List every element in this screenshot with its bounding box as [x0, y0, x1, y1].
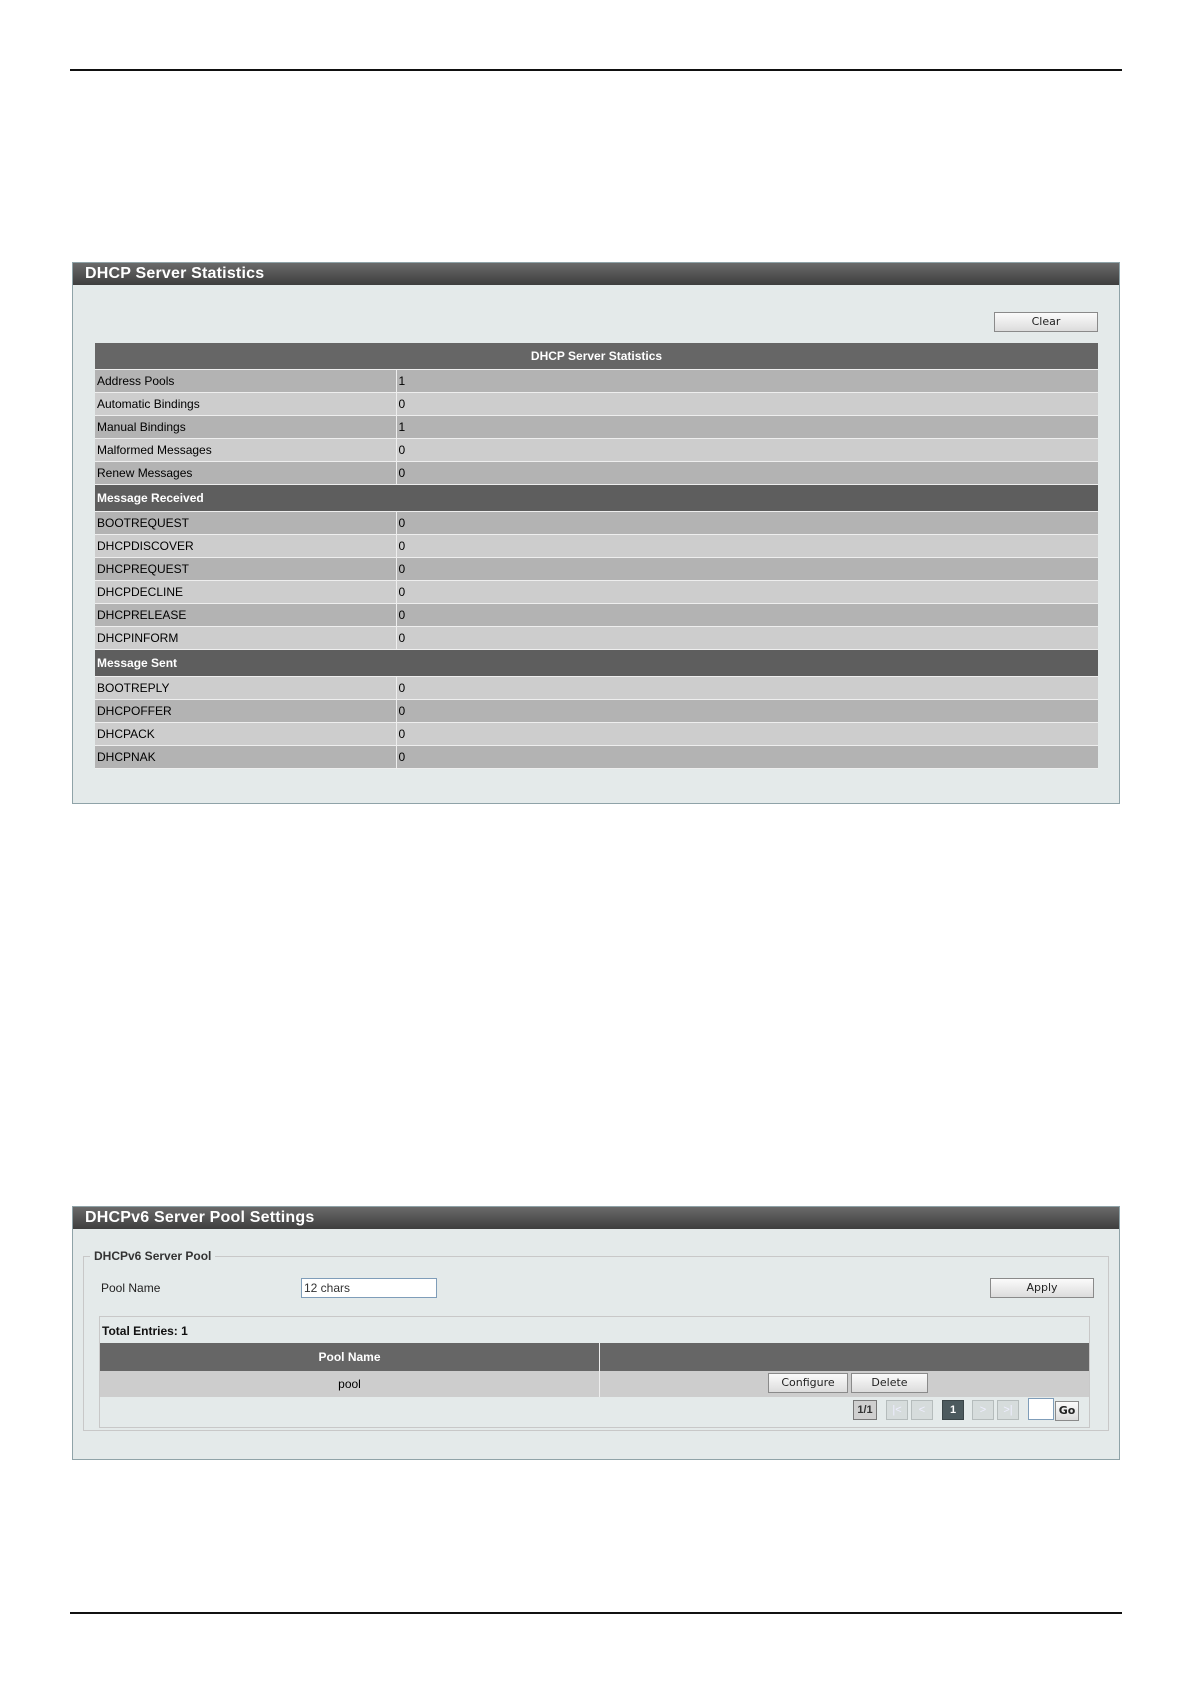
table-row: DHCPDECLINE 0	[95, 580, 1098, 603]
pool-name-input[interactable]: 12 chars	[301, 1278, 437, 1298]
column-pool-name: Pool Name	[100, 1343, 600, 1371]
dhcp-server-statistics-panel	[72, 262, 1120, 804]
table-header: DHCP Server Statistics	[95, 343, 1098, 369]
total-entries: Total Entries: 1	[102, 1324, 188, 1338]
top-rule	[70, 69, 1122, 71]
table-row	[100, 1371, 1089, 1397]
go-page-input[interactable]	[1028, 1398, 1054, 1420]
current-page-button[interactable]: 1	[942, 1400, 964, 1420]
configure-button[interactable]: Configure	[768, 1373, 848, 1393]
pool-table	[100, 1343, 1089, 1397]
pool-name-cell: pool	[100, 1371, 600, 1397]
table-row: Automatic Bindings 0	[95, 392, 1098, 415]
pool-table-container	[99, 1316, 1090, 1428]
table-row: DHCPINFORM 0	[95, 626, 1098, 649]
actions-cell	[600, 1371, 1090, 1397]
table-row: DHCPRELEASE 0	[95, 603, 1098, 626]
table-row: DHCPNAK 0	[95, 745, 1098, 768]
next-page-button[interactable]: >	[972, 1400, 994, 1420]
delete-button[interactable]: Delete	[851, 1373, 928, 1393]
section-header-sent: Message Sent	[95, 649, 1098, 676]
table-row: Renew Messages 0	[95, 461, 1098, 484]
table-row: DHCPACK 0	[95, 722, 1098, 745]
last-page-button[interactable]: >|	[997, 1400, 1019, 1420]
page-info: 1/1	[853, 1400, 877, 1420]
first-page-button[interactable]: |<	[886, 1400, 908, 1420]
table-row: BOOTREQUEST 0	[95, 511, 1098, 534]
prev-page-button[interactable]: <	[911, 1400, 933, 1420]
fieldset-legend: DHCPv6 Server Pool	[94, 1249, 212, 1263]
go-button[interactable]: Go	[1055, 1401, 1079, 1421]
panel-title: DHCP Server Statistics	[73, 263, 1119, 285]
table-row: DHCPDISCOVER 0	[95, 534, 1098, 557]
statistics-table	[95, 343, 1098, 769]
table-row: Malformed Messages 0	[95, 438, 1098, 461]
section-header-received: Message Received	[95, 484, 1098, 511]
table-row: DHCPOFFER 0	[95, 699, 1098, 722]
clear-button[interactable]: Clear	[994, 312, 1098, 332]
bottom-rule	[70, 1612, 1122, 1614]
column-actions	[600, 1343, 1090, 1371]
panel-title: DHCPv6 Server Pool Settings	[73, 1207, 1119, 1229]
pool-name-label: Pool Name	[101, 1281, 161, 1295]
table-row: DHCPREQUEST 0	[95, 557, 1098, 580]
table-row: Address Pools 1	[95, 369, 1098, 392]
dhcpv6-server-pool-settings-panel	[72, 1206, 1120, 1460]
apply-button[interactable]: Apply	[990, 1278, 1094, 1298]
table-row: BOOTREPLY 0	[95, 676, 1098, 699]
table-row: Manual Bindings 1	[95, 415, 1098, 438]
